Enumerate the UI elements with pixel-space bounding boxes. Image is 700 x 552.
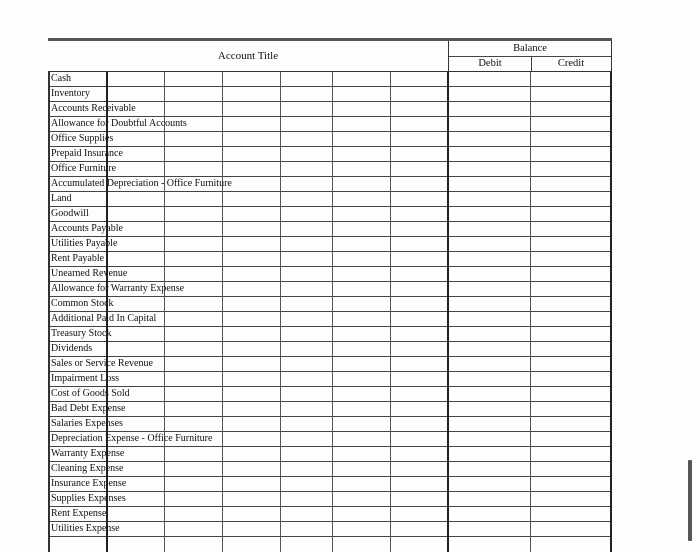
account-name: Cash [51, 73, 71, 84]
table-row [48, 417, 612, 432]
table-row [48, 327, 612, 342]
table-row [48, 237, 612, 252]
account-name: Treasury Stock [51, 328, 112, 339]
table-row [48, 267, 612, 282]
account-name: Bad Debt Expense [51, 403, 126, 414]
table-header [48, 41, 612, 72]
table-row [48, 282, 612, 297]
account-name: Allowance for Doubtful Accounts [51, 118, 187, 129]
table-row [48, 147, 612, 162]
table-row [48, 117, 612, 132]
table-row [48, 357, 612, 372]
grid-line [390, 72, 391, 552]
account-name: Depreciation Expense - Office Furniture [51, 433, 213, 444]
balance-header [448, 41, 612, 71]
account-name: Warranty Expense [51, 448, 125, 459]
account-name: Accumulated Depreciation - Office Furniture [51, 178, 232, 189]
account-name: Land [51, 193, 72, 204]
table-row [48, 312, 612, 327]
account-name: Allowance for Warranty Expense [51, 283, 185, 294]
grid-line [48, 72, 50, 552]
table-row [48, 432, 612, 447]
table-row [48, 132, 612, 147]
account-name: Cost of Goods Sold [51, 388, 130, 399]
account-name: Sales or Service Revenue [51, 358, 153, 369]
account-name: Rent Expense [51, 508, 107, 519]
grid-line [610, 72, 612, 552]
table-row [48, 342, 612, 357]
account-name: Salaries Expenses [51, 418, 123, 429]
account-name: Dividends [51, 343, 93, 354]
credit-column-header: Credit [557, 58, 585, 69]
balance-label: Balance [449, 41, 611, 57]
table-row [48, 387, 612, 402]
table-row [48, 507, 612, 522]
table-row [48, 462, 612, 477]
table-row [48, 447, 612, 462]
table-row [48, 252, 612, 267]
debit-column-header: Debit [449, 56, 532, 71]
grid-line [222, 72, 223, 552]
account-name: Unearned Revenue [51, 268, 128, 279]
account-name: Insurance Expense [51, 478, 127, 489]
table-row [48, 372, 612, 387]
grid-line [280, 72, 281, 552]
table-row [48, 177, 612, 192]
table-row [48, 102, 612, 117]
account-name: Cleaning Expense [51, 463, 124, 474]
account-rows [48, 72, 612, 537]
account-name: Rent Payable [51, 253, 105, 264]
table-row [48, 222, 612, 237]
table-row [48, 522, 612, 537]
grid-line [332, 72, 333, 552]
table-row [48, 402, 612, 417]
scrollbar[interactable] [688, 460, 692, 541]
table-row [48, 192, 612, 207]
account-name: Goodwill [51, 208, 89, 219]
account-name: Accounts Receivable [51, 103, 136, 114]
account-name: Additional Paid In Capital [51, 313, 157, 324]
account-title-header: Account Title [217, 50, 279, 62]
grid-line [164, 72, 165, 552]
account-name: Accounts Payable [51, 223, 123, 234]
account-name: Impairment Loss [51, 373, 120, 384]
table-row [48, 207, 612, 222]
table-row [48, 477, 612, 492]
table-row [48, 87, 612, 102]
grid-line [530, 72, 531, 552]
account-name: Supplies Expenses [51, 493, 126, 504]
account-name: Office Supplies [51, 133, 114, 144]
account-name: Office Furniture [51, 163, 117, 174]
account-name: Prepaid Insurance [51, 148, 123, 159]
account-name: Utilities Payable [51, 238, 118, 249]
table-row [48, 72, 612, 87]
grid-line [447, 72, 449, 552]
table-row [48, 297, 612, 312]
account-name: Common Stock [51, 298, 114, 309]
account-name: Utilities Expense [51, 523, 120, 534]
table-row [48, 492, 612, 507]
account-name: Inventory [51, 88, 90, 99]
trial-balance-worksheet [48, 38, 612, 548]
table-row [48, 162, 612, 177]
